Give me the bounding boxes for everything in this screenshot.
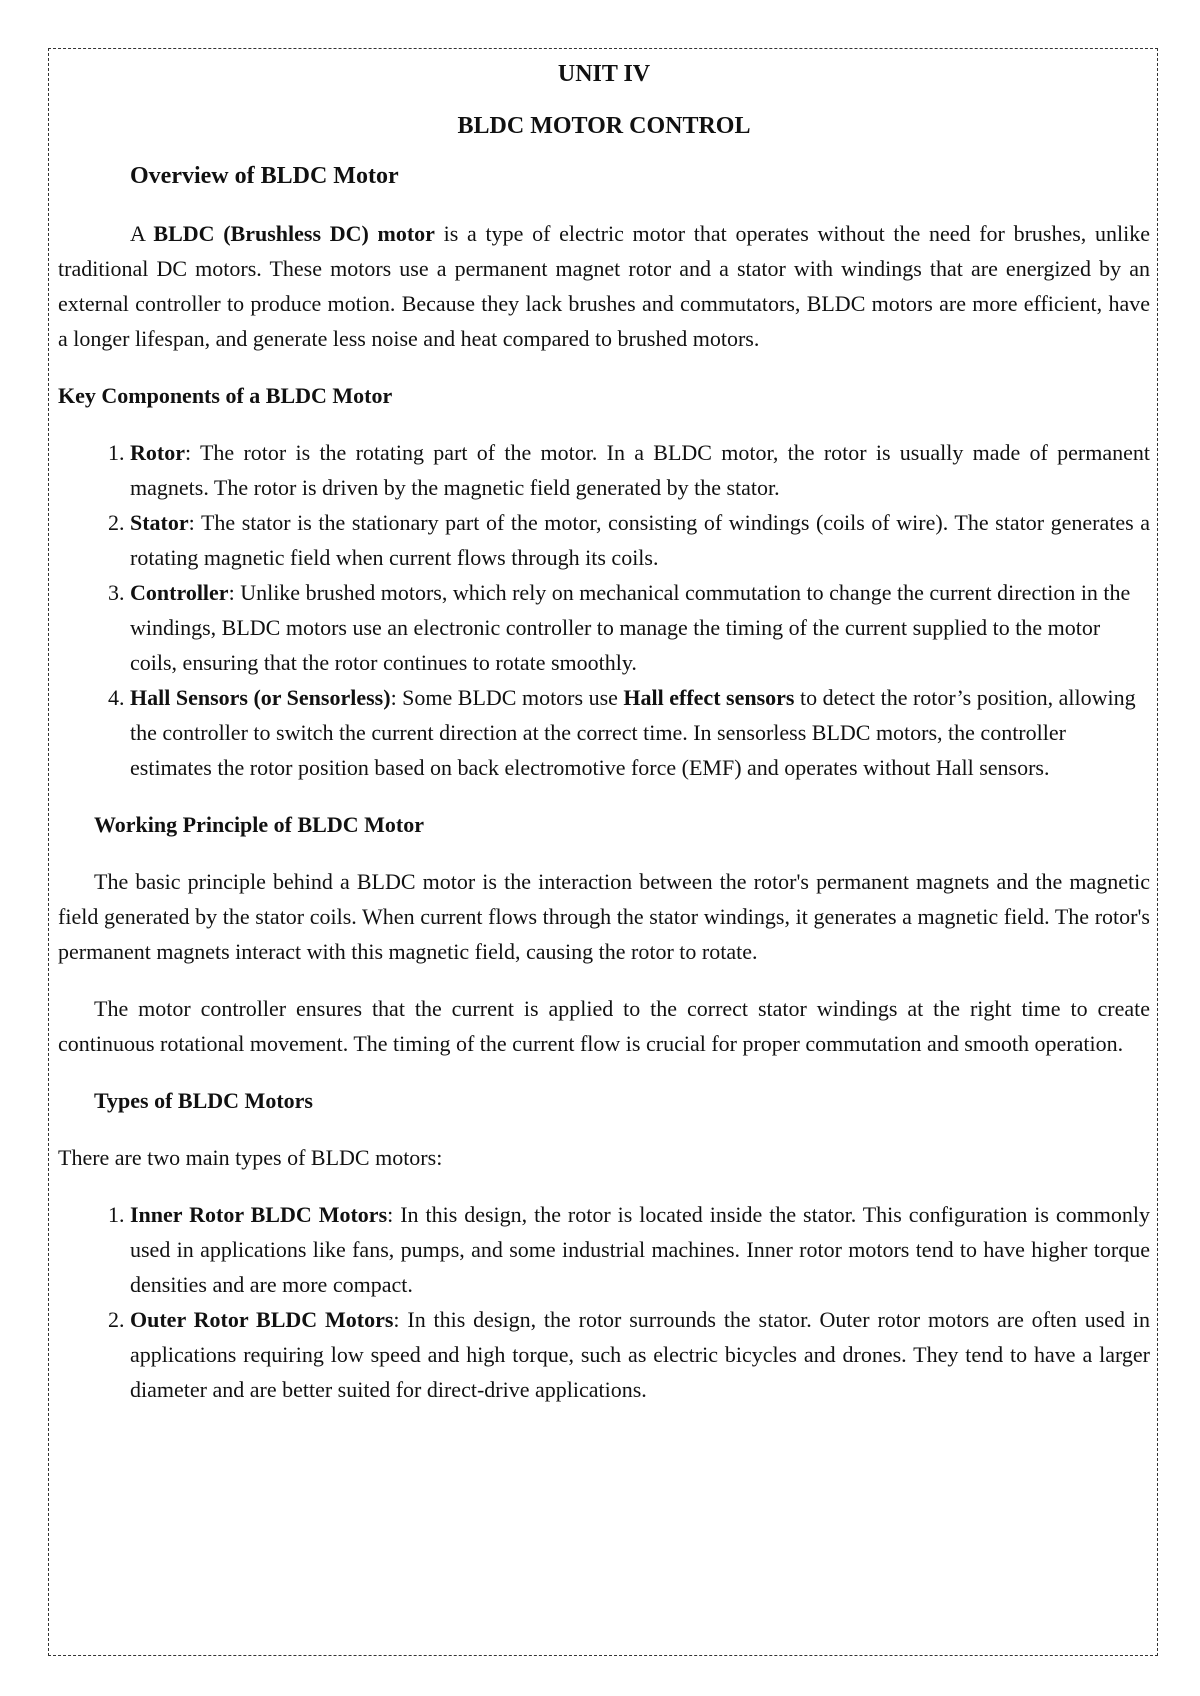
unit-title: UNIT IV [557, 61, 651, 87]
list-item: 2. Outer Rotor BLDC Motors: In this design, the rotor surrounds the stator. Outer rotor motors are often used in applications requiring low speed and high torque, such as electric bicycles and drones. They tend to have a larger diameter and are better suited for direct-drive applications. [130, 1302, 1150, 1407]
list-item: 1. Inner Rotor BLDC Motors: In this design, the rotor is located inside the stator. This configuration is commonly used in applications like fans, pumps, and some industrial machines. Inner rotor motors tend to have higher torque densities and are more compact. [130, 1197, 1150, 1302]
list-item: 2. Stator: The stator is the stationary part of the motor, consisting of windings (coils of wire). The stator generates a rotating magnetic field when current flows through its coils. [130, 505, 1150, 575]
types-heading: Types of BLDC Motors [94, 1088, 313, 1113]
overview-paragraph: A BLDC (Brushless DC) motor is a type of electric motor that operates without the need for brushes, unlike traditional DC motors. These motors use a permanent magnet rotor and a stator with windings that are energized by an external controller to produce motion. Because they lack brushes and commutators, BLDC motors are more efficient, have a longer lifespan, and generate less noise and heat compared to brushed motors. [58, 221, 1150, 351]
overview-heading: Overview of BLDC Motor [130, 163, 399, 189]
components-list [58, 435, 1150, 785]
components-heading: Key Components of a BLDC Motor [58, 383, 393, 408]
working-heading: Working Principle of BLDC Motor [94, 812, 424, 837]
types-list [58, 1197, 1150, 1407]
document-content [58, 52, 1150, 1407]
bldc-term: BLDC (Brushless DC) motor [153, 221, 435, 246]
list-item: 3. Controller: Unlike brushed motors, which rely on mechanical commutation to change the current direction in the windings, BLDC motors use an electronic controller to manage the timing of the current supplied to the motor coils, ensuring that the rotor continues to rotate smoothly. [130, 575, 1150, 680]
list-item: 4. Hall Sensors (or Sensorless): Some BLDC motors use Hall effect sensors to detect the rotor’s position, allowing the controller to switch the current direction at the correct time. In sensorless BLDC motors, the controller estimates the rotor position based on back electromotive force (EMF) and operates without Hall sensors. [130, 680, 1150, 785]
working-paragraph-2: The motor controller ensures that the current is applied to the correct stator windings at the right time to create continuous rotational movement. The timing of the current flow is crucial for proper commutation and smooth operation. [58, 996, 1150, 1056]
page-title: BLDC MOTOR CONTROL [457, 113, 751, 139]
working-paragraph-1: The basic principle behind a BLDC motor is the interaction between the rotor's permanent magnets and the magnetic field generated by the stator coils. When current flows through the stator windings, it generates a magnetic field. The rotor's permanent magnets interact with this magnetic field, causing the rotor to rotate. [58, 869, 1150, 964]
types-intro: There are two main types of BLDC motors: [58, 1145, 443, 1170]
list-item: 1. Rotor: The rotor is the rotating part of the motor. In a BLDC motor, the rotor is usually made of permanent magnets. The rotor is driven by the magnetic field generated by the stator. [130, 435, 1150, 505]
